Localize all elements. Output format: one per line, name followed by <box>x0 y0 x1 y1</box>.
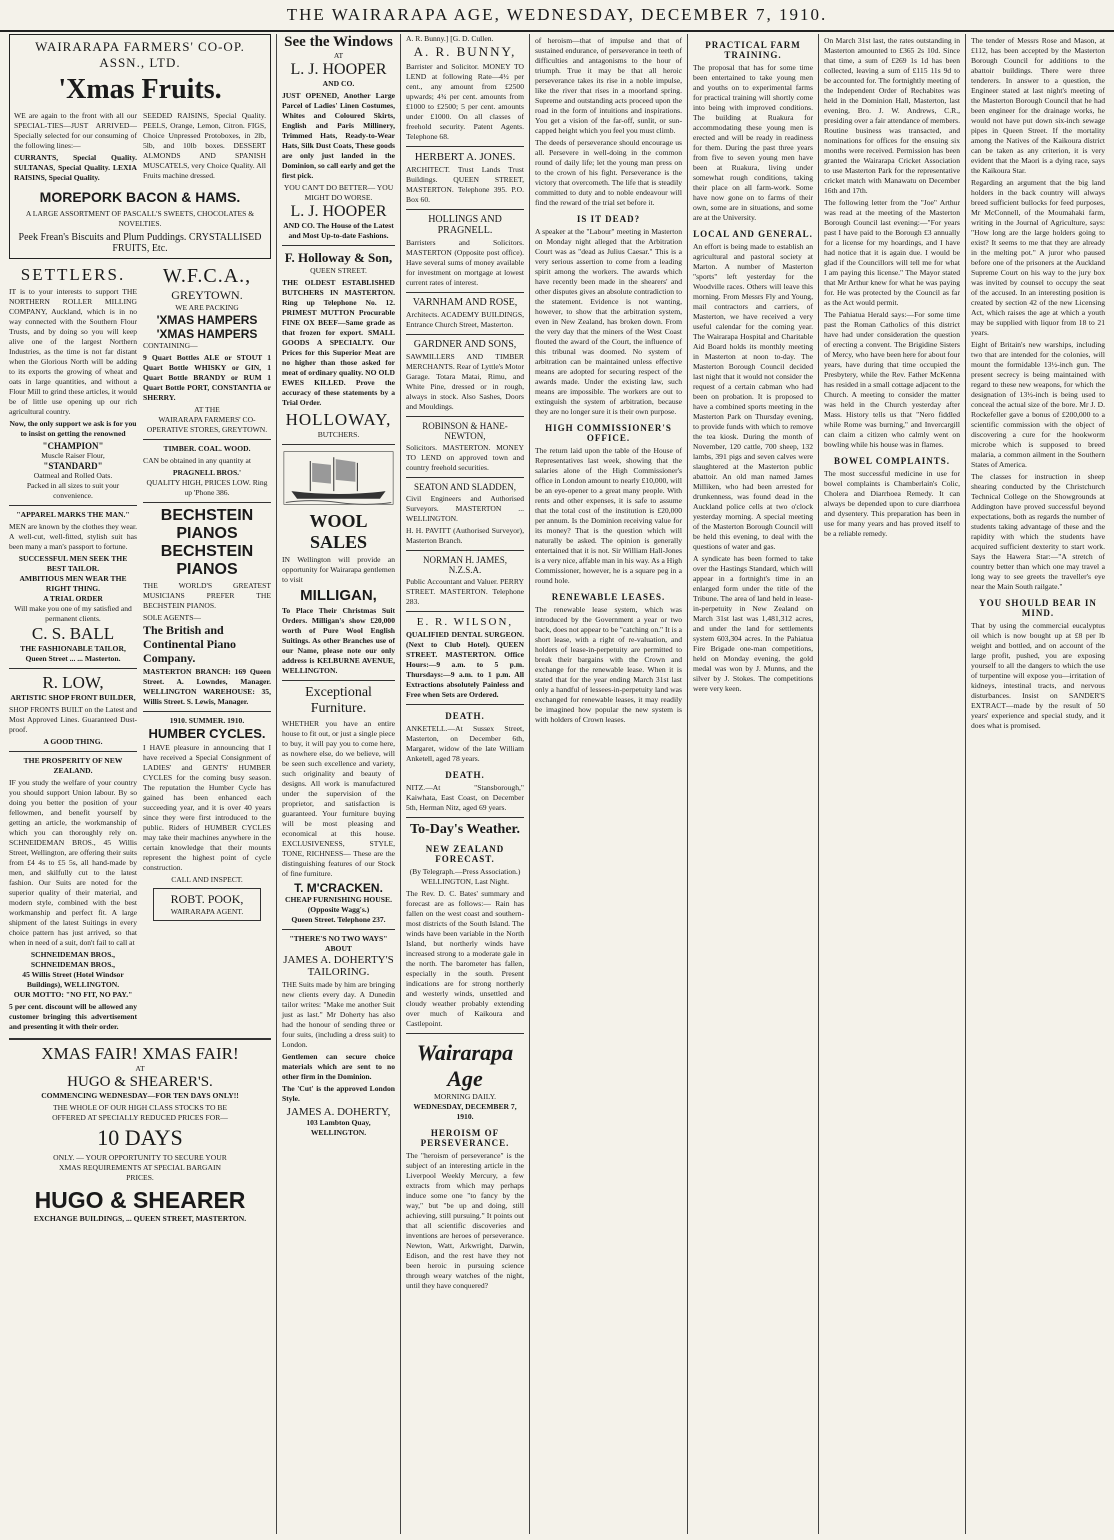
low-role: ARTISTIC SHOP FRONT BUILDER, <box>10 693 136 702</box>
varnham-name: VARNHAM AND ROSE, <box>412 297 518 308</box>
mccracken-address: Queen Street. Telephone 237. <box>291 915 386 924</box>
wilson-name: E. R. WILSON, <box>416 616 514 628</box>
james-name: NORMAN H. JAMES, N.Z.S.A. <box>422 555 507 575</box>
bunny-head: A. R. Bunny.] [G. D. Cullen. <box>406 34 494 43</box>
xmas-fair-big: HUGO & SHEARER <box>34 1187 246 1213</box>
divider <box>406 817 524 818</box>
xmas-fair-at: AT <box>135 1064 145 1073</box>
divider <box>143 502 271 503</box>
news-text-1: On March 31st last, the rates outstanding in Masterton amounted to £365 2s 10d. Since that time, a sum of £269 1s 1d has been collected, leaving a sum of £115 11s 9d to be accounted for. The fortnightly meeting of the Independent Order of Rechabites was held in the Dominion Hall, Masterton, last evening, Bro. J. W. Andrews, C.R., presiding over a fair attendance of members. Routine business was transacted, and nominations for offices for the ensuing six months were received. Permission has been granted the Wairarapa Cricket Association to use Masterton Park for the representative cricket match with Manawatu on December 16th and 17th. <box>824 36 960 195</box>
ad-headline: 'Xmas Fruits. <box>58 74 222 105</box>
eucalypt-heading: YOU SHOULD BEAR IN MIND. <box>979 598 1097 618</box>
divider <box>282 245 395 246</box>
divider <box>406 334 524 335</box>
wfca-hampers-2: 'XMAS HAMPERS <box>156 327 258 341</box>
masthead-sub: MORNING DAILY. <box>434 1092 496 1101</box>
divider <box>282 444 395 445</box>
ship-engraving-icon <box>282 449 395 507</box>
local-text: An effort is being made to establish an agricultural and pastoral society at Marton. A number of Masterton "sports" left yesterday for the Woodville races. Others will leave this morning. From Messrs Fly and Young, mail contractors and carriers, of Masterton, we have received a very useful calendar for the coming year. The Wairarapa Hospital and Charitable Aid Board holds its monthly meeting in Masterton at noon to-day. The Masterton Borough Council decided last night that it would not consider the request of a certain cabman who had been on probation. It is proposed to have a combined sports meeting in the Masterton Park on Thursday evening, to provide funds with which to remove the tea kiosk. During the month of November, 120 cattle, 700 sheep, 132 lambs, 391 pigs and seven calves were slaughtered at the Masterton public abattoir. An old man named James Milliken, who had been arrested for drunkenness, was found dead in the Auckland police cells at two o'clock yesterday morning. A special meeting of the Masterton Borough Council will be held this evening, to deal with the questions of water and gas. <box>693 242 813 551</box>
divider <box>9 668 137 669</box>
bechstein-1: BECHSTEIN <box>160 507 254 524</box>
holloway-name: F. Holloway & Son, <box>284 250 393 265</box>
pragnell-quality: QUALITY HIGH, PRICES LOW. Ring up 'Phone 386. <box>146 478 268 497</box>
heroism-continued: of heroism—that of impulse and that of sustained endurance, of perseverance in teeth of difficulties and antagonisms to the hour of triumph. True it may be that all heroic perseverance takes its rise in a noble impulse, like the river that rises in a moorland spring. Supreme and outstanding acts proceed upon the road in the form of intuitions and inspirations. You get a vision of the far-off, sunlit, or sun-capped height which you feel you must climb. <box>535 36 682 135</box>
col1-right <box>143 265 271 1034</box>
bechstein-agents: SOLE AGENTS— <box>143 613 202 622</box>
ad-intro: WE are again to the front with all our SPECIAL-TIES—JUST ARRIVED—Specially selected for our consuming of the following lines:— <box>14 111 137 150</box>
milligan-text: To Place Their Christmas Suit Orders. Milligan's show £20,000 worth of Pure Wool English Suitings. As other Branches use of our Name, please note our only address is KELBURNE AVENUE, WELLINGTON. <box>282 606 395 675</box>
page-header: THE WAIRARAPA AGE, WEDNESDAY, DECEMBER 7, 1910. <box>0 0 1114 32</box>
wfca-place: GREYTOWN. <box>171 288 243 302</box>
bechstein-4: PIANOS <box>176 561 238 578</box>
masthead-title: Wairarapa Age <box>416 1040 514 1091</box>
dead-heading: IS IT DEAD? <box>576 214 641 224</box>
hooper-see: See the Windows <box>284 34 393 50</box>
doherty-text: THE Suits made by him are bringing new clients every day. A Dunedin tailor writes: "Make me another Suit just as last." Mr Doherty has also had the honour of sending three or four suits, (including a dress suit) to London. <box>282 980 395 1049</box>
dead-text: A speaker at the "Labour" meeting in Masterton on Monday night alleged that the Arbitration Court was as "dead as Julius Caesar." This is a very serious assertion to come from a leading spirit among the workers. The awards which have recently been made in the shearers' and other disputes gives an absolute contradiction to the statement. Evidence is not wanting, however, to show that the arbitration system, even in New Zealand, has broken down. From the very day that the miners of the West Coast flouted the award of the Court, the influence of this tribunal was doomed. No system of arbitration can be maintained unless effective means are adopted for securing respect of the awards made. Under the existing law, such means are impossible. The workers are out to extinguish the system of arbitration, because they are no longer sure it is their own purpose. <box>535 227 682 416</box>
james-text: Public Accountant and Valuer. PERRY STREET. MASTERTON. Telephone 283. <box>406 577 524 606</box>
apparel-trial: A TRIAL ORDER <box>43 594 103 603</box>
varnham-text: Architects. ACADEMY BUILDINGS, Entrance Church Street, Masterton. <box>406 310 524 329</box>
divider <box>406 477 524 478</box>
hooper-cant: YOU CAN'T DO BETTER— YOU MIGHT DO WORSE. <box>283 183 394 202</box>
pook-box <box>153 888 261 921</box>
local-text-2: A syndicate has been formed to take over the Hastings Standard, which will appear in a fortnight's time in an enlarged form under the title of the Tribune. The area of land held in lease-in-perpetuity in New Zealand on March 31st last was 1,481,312 acres, and under the land for settlements system 603,304 acres. In the Pahiatua Fire Brigade one-man competitions, held on Monday evening, the gold medal was won by J. Munns, and the silver by J. Stokes. The competitions were very keen. <box>693 554 813 693</box>
xmas-fair-address: EXCHANGE BUILDINGS, ... QUEEN STREET, MASTERTON. <box>33 1214 247 1223</box>
settlers-champion: "CHAMPION" <box>42 441 104 451</box>
hooper-text: JUST OPENED, Another Large Parcel of Ladies' Linen Costumes, Whites and Coloured Skirts, English and Paris Millinery, Trimmed Hats, Ready-to-Wear Hats, Silk Dust Coats, These goods are only just landed in the Dominion, so call early and get the first pick. <box>282 91 395 180</box>
prosperity-heading: THE PROSPERITY OF NEW ZEALAND. <box>23 756 123 775</box>
ad-peek: Peek Frean's Biscuits and Plum Puddings. CRYSTALLISED FRUITS, Etc. <box>18 232 262 254</box>
apparel-successful: SUCCESSFUL MEN SEEK THE BEST TAILOR. <box>18 554 128 573</box>
ad-assortment: A LARGE ASSORTMENT OF PASCALL'S SWEETS, CHOCOLATES & NOVELTIES. <box>25 209 255 228</box>
news-text-4: The tender of Messrs Rose and Mason, at £112, has been accepted by the Masterton Borough Council for additions to the abattoir buildings. There were three tenderers. In answer to a question, the Engineer stated at last night's meeting of the Masterton Borough Council that he had been engineer for the drainage works, he would not have put down six-inch sewage pipes in Queen Street. If the mortality among the Natives of the Kaikoura district can be taken as any criterion, it is very evident that the Maori is a dying race, says the Kaikoura Star. <box>971 36 1105 175</box>
xmas-fair-title: XMAS FAIR! XMAS FAIR! <box>41 1044 239 1063</box>
news-text-6: Eight of Britain's new warships, including two that are intended for the colonies, will mount the formidable 13½-inch gun. The present secrecy is being maintained with regard to these new weapons, for which the designation of 13½-inch is being used to conceal the actual size of the bore. Mr J. D. Rockefeller gave a bonus of £200,000 to a scientific commission with the object of discovering a cure for the hookworm microbe which is supposed to breed malaria, a common ailment in the Southern States of America. <box>971 340 1105 469</box>
bechstein-2: PIANOS <box>176 525 238 542</box>
doherty-name-2: JAMES A. DOHERTY, <box>286 1106 391 1118</box>
wfca-packing: WE ARE PACKING <box>175 303 239 312</box>
hooper-name-2: L. J. HOOPER <box>290 203 387 220</box>
apparel-trial-text: Will make you one of my satisfied and permanent clients. <box>14 604 132 623</box>
divider <box>9 751 137 752</box>
bechstein-3: BECHSTEIN <box>160 543 254 560</box>
news-text-5: Regarding an argument that the big land holders in the back country will always breed sufficient bullocks for feed purposes, Mr McConnell, of the Moumahaki farm, writing in the Journal of Agriculture, says: "How long are the large holders going to exist? It seems to me that they are already in the melting pot." A juror who paused before one of the prisoners at the Auckland Supreme Court on his way to the jury box was invited by counsel to occupy the seat of the accused. In an interesting position is created by section 42 of the new Licensing Act, which raises the age at which a youth may be supplied with liquor from 18 to 21 years. <box>971 178 1105 337</box>
settlers-packed: Packed in all sizes to suit your convenience. <box>26 481 120 500</box>
prosperity-firm: SCHNEIDEMAN BROS., SCHNEIDEMAN BROS., <box>30 950 116 969</box>
forecast-heading: NEW ZEALAND FORECAST. <box>425 844 505 864</box>
tailor-name: C. S. BALL <box>31 624 115 643</box>
mccracken-sub: CHEAP FURNISHING HOUSE. (Opposite Wagg's.) <box>285 895 392 914</box>
col1-left <box>9 265 137 1034</box>
death-notice-2: NITZ.—At "Stansborough," Kaiwhata, East Coast, on December 5th, Herman Nitz, aged 69 years. <box>406 783 524 812</box>
farmers-coop-ad <box>9 34 271 259</box>
tailor-address: Queen Street ... ... Masterton. <box>25 654 121 663</box>
humber-agent: ROBT. POOK, <box>170 892 244 906</box>
divider <box>282 929 395 930</box>
settlers-text: IT is to your interests to support THE NORTHERN ROLLER MILLING COMPANY, Auckland, which is in no way connected with the Southern Flour Trusts, and by doing so you will keep alive one of the largest Northern Industries, as the time is not far distant when the Glorious North will be adding to its exports the growing of wheat and oats in large quantities, and without a Flour Mill to grind these articles, it would be of little use opening up our rich agricultural country. <box>9 287 137 416</box>
pavitt-text: H. H. PAVITT (Authorised Surveyor), Masterton Branch. <box>406 526 524 545</box>
divider <box>406 146 524 147</box>
apparel-ambitious: AMBITIOUS MEN WEAR THE RIGHT THING. <box>19 574 127 593</box>
apparel-text: MEN are known by the clothes they wear. A well-cut, well-fitted, stylish suit has been many a man's passport to fortune. <box>9 522 137 551</box>
wfca-contents: 9 Quart Bottles ALE or STOUT 1 Quart Bottle WHISKY or GIN, 1 Quart Bottle BRANDY or RUM 1 Quart Bottle PORT, CONSTANTIA or SHERRY. <box>143 353 271 402</box>
heroism-conclusion: The deeds of perseverance should encourage us all. Persevere in well-doing in the common round of daily life; let the young man press on to the crown of his fight. Perseverance is the victory that overcometh. The life that is steadily committed to duty and to noble endeavour will find the reward of the trial set before it. <box>535 138 682 207</box>
doherty-address: 103 Lambton Quay, WELLINGTON. <box>306 1118 371 1137</box>
xmas-fair-ad <box>9 1044 271 1224</box>
wilson-text: QUALIFIED DENTAL SURGEON. (Next to Club Hotel). QUEEN STREET. MASTERTON. Office Hours:—9 a.m. to 5 p.m. Thursdays:—9 a.m. to 1 p.m. All Extractions absolutely Painless and Free when Sets are Ordered. <box>406 630 524 699</box>
leases-text: The renewable lease system, which was introduced by the Government a year or two back, does not appear to be "catching on." It is a short lease, with a right of re-valuation, and holders of lease-in-perpetuity are permitted to break their bargains with the Crown and exchange for the renewable lease. When it is stated that for the year ending March 31st last only a handful of lessees-in-perpetuity land was exchanged for renewable leases, it may readily be imagined how popular the new system is with holders of Crown leases. <box>535 605 682 724</box>
settlers-standard: "STANDARD" <box>43 461 103 471</box>
settlers-heading: SETTLERS. <box>20 265 126 284</box>
wfca-stores: WAIRARAPA FARMERS' CO-OPERATIVE STORES, GREYTOWN. <box>146 415 268 434</box>
ad-right-items: SEEDED RAISINS, Special Quality. PEELS, Orange, Lemon, Citron. FIGS, Choice Unpressed Protoboxes, in 2lb, 5lb, and 10lb boxes. DESSERT ALMONDS AND SPANISH MUSCATELS, very Choice Quality. All Fruits machine dressed. <box>143 111 266 180</box>
gardner-text: SAWMILLERS AND TIMBER MERCHANTS. Rear of Lyttle's Motor Garage. Totara Matai, Rimu, and White Pine, dressed or in rough, always in stock. Also Sashes, Doors and Mouldings. <box>406 352 525 411</box>
pragnell-goods: TIMBER. COAL. WOOD. <box>163 444 251 453</box>
xmas-fair-only: ONLY. — YOUR OPPORTUNITY TO SECURE YOUR XMAS REQUIREMENTS AT SPECIAL BARGAIN PRICES. <box>53 1153 227 1182</box>
furniture-text: WHETHER you have an entire house to fit out, or just a single piece to buy, it will pay you to come here, as nowhere else, do we believe, will be seen such excellence and variety, such originality and beauty of designs. All work is manufactured under the supervision of the proprietor, and satisfaction is guaranteed. Your furniture buying will be most pleasing and economical at this house. EXCLUSIVENESS, STYLE, TONE, RICHNESS— These are the distinguishing features of our Stock of fine furniture. <box>282 719 395 878</box>
furniture-heading: Exceptional Furniture. <box>305 685 372 716</box>
tailor-role: THE FASHIONABLE TAILOR, <box>20 644 126 653</box>
news-text-2: The following letter from the "Joe" Arthur was read at the meeting of the Masterton Borough Council last evening:—"For years past I have paid to the Borough £3 annually for a license for my hoardings, and I have had notice that it is again due. I would be glad if the Councillors will tell me for what I am paying this license." The Mayor stated that Mr Arthur knew for what he was paying for. He was protected by the Council as far as the Act would permit. <box>824 198 960 307</box>
divider <box>282 680 395 681</box>
prosperity-discount: 5 per cent. discount will be allowed any customer bringing this advertisement and presenting it with their order. <box>9 1002 137 1031</box>
column-6 <box>818 34 965 1534</box>
apparel-heading: "APPAREL MARKS THE MAN." <box>16 510 130 519</box>
wfca-hampers-1: 'XMAS HAMPERS <box>156 313 258 327</box>
seaton-text: Civil Engineers and Authorised Surveyors. MASTERTON ... WELLINGTON. <box>406 494 524 523</box>
divider <box>143 711 271 712</box>
death-notice-1: ANKETELL.—At Sussex Street, Masterton, on December 6th, Margaret, widow of the late William Anketell, aged 78 years. <box>406 724 524 763</box>
prosperity-address: 45 Willis Street (Hotel Windsor Buildings), WELLINGTON. <box>22 970 124 989</box>
leases-heading: RENEWABLE LEASES. <box>551 592 666 602</box>
jones-text: ARCHITECT. Trust Lands Trust Buildings. QUEEN STREET, MASTERTON. Telephone 395. P.O. Box 60. <box>406 165 524 204</box>
humber-agent-sub: WAIRARAPA AGENT. <box>170 907 244 916</box>
wool-text: IN Wellington will provide an opportunity for Wairarapa gentlemen to visit <box>282 555 395 584</box>
doherty-gentlemen: Gentlemen can secure choice materials which are sent to no other firm in the Dominion. <box>282 1052 395 1081</box>
gardner-name: GARDNER AND SONS, <box>413 339 517 350</box>
hollings-name: HOLLINGS AND PRAGNELL. <box>428 214 502 236</box>
divider <box>9 1038 271 1040</box>
hooper-co: AND CO. <box>322 79 355 88</box>
farm-text: The proposal that has for some time been entertained to take young men and youths on to experimental farms for practical training will shortly come into being with improved conditions. The building at Ruakura for accommodating these young men is erected and will be ready in readiness for them. During the past three years from five to seven young men have been at Ruakura, living under somewhat rough conditions, taking their place on all farm-work. Some have now gone on to farms of their own, some are in situations, and some are at the University. <box>693 63 813 222</box>
high-commissioner-text: The return laid upon the table of the House of Representatives last week, showing that the salaries alone of the High Commissioner's office in London amount to nearly £10,000, will be an eye-opener to a great many people. With rents and other expenses, it is safe to assume that the total cost of the institution is £20,000 per annum. Is the Dominion receiving value for its money? That is the question which will naturally be asked. The opinion is generally entertained that it is not. Sir William Hall-Jones is a very nice, affable man in his way. As a High Commissioner, however, he is a square peg in a round hole. <box>535 446 682 585</box>
hooper-sub-2: AND CO. The House of the Latest and Most Up-to-date Fashions. <box>283 221 394 240</box>
two-ways: "THERE'S NO TWO WAYS" ABOUT <box>289 934 388 953</box>
divider <box>143 439 271 440</box>
high-commissioner-heading: HIGH COMMISSIONER'S OFFICE. <box>545 423 672 443</box>
xmas-fair-commencing: COMMENCING WEDNESDAY—FOR TEN DAYS ONLY!! <box>41 1091 239 1100</box>
death-heading-1: DEATH. <box>445 711 485 721</box>
forecast-by: (By Telegraph.—Press Association.) <box>409 867 521 876</box>
hollings-text: Barristers and Solicitors. MASTERTON (Opposite post office). Have several sums of money available for investment on mortgage at lowest current rates of interest. <box>406 238 524 287</box>
pragnell-name: PRAGNELL BROS.' <box>172 468 242 477</box>
doherty-name: JAMES A. DOHERTY'S TAILORING. <box>283 954 394 978</box>
bowel-heading: BOWEL COMPLAINTS. <box>833 456 951 466</box>
local-heading: LOCAL AND GENERAL. <box>693 229 813 239</box>
column-1 <box>4 34 276 1534</box>
divider <box>406 611 524 612</box>
weather-heading: To-Day's Weather. <box>410 822 520 837</box>
jones-name: HERBERT A. JONES. <box>414 151 516 163</box>
xmas-fair-text: THE WHOLE OF OUR HIGH CLASS STOCKS TO BE OFFERED AT SPECIALLY REDUCED PRICES FOR— <box>52 1103 228 1122</box>
divider <box>406 1033 524 1034</box>
column-4 <box>529 34 687 1534</box>
robinson-name: ROBINSON & HANE-NEWTON, <box>422 421 508 441</box>
hooper-at: AT <box>333 51 344 60</box>
robinson-text: Solicitors. MASTERTON. MONEY TO LEND on approved town and country freehold securities. <box>406 443 524 472</box>
low-name: R. LOW, <box>42 673 104 692</box>
low-tag: A GOOD THING. <box>43 737 103 746</box>
milligan-name: MILLIGAN, <box>300 587 377 604</box>
bechstein-company: The British and Continental Piano Company. <box>143 623 237 665</box>
divider <box>406 209 524 210</box>
wfca-title: W.F.C.A., <box>162 265 252 287</box>
bowel-text: The most successful medicine in use for bowel complaints is Chamberlain's Colic, Cholera and Diarrhoea Remedy. It can always be depended upon to cure diarrhoea and dysentery. This preparation has been in use for many years and has proved itself to be a reliable remedy. <box>824 469 960 538</box>
pragnell-text: CAN be obtained in any quantity at <box>143 456 251 465</box>
heroism-text: The "heroism of perseverance" is the subject of an interesting article in the Liverpool Weekly Mercury, a few extracts from which may perhaps induce some one "to fancy by the way," but "be up and doing, still achieving, still pursuing." It points out that all scientific discoveries and inventions are heroes of perseverance. Newton, Watt, Arkwright, Darwin, Edison, and the rest have they not been heroic in pursuing science through weary watches of the night, until they have conquered? <box>406 1151 524 1290</box>
bechstein-branch: MASTERTON BRANCH: 169 Queen Street. A. Lowndes, Manager. WELLINGTON WAREHOUSE: 35, Willis Street. S. Lewis, Manager. <box>143 667 271 706</box>
masthead-date: WEDNESDAY, DECEMBER 7, 1910. <box>413 1102 517 1121</box>
wool-sales: WOOL SALES <box>309 511 368 552</box>
divider <box>406 292 524 293</box>
eucalypt-text: That by using the commercial eucalyptus oil which is now bought up at £8 per lb weight and bottled, and on account of the large profit, pushed, you are exposing yourself to all the dangers to which the use of turpentine will expose you—irritation of kidneys, intestinal tracts, and nervous disturbances. Insist on SANDER'S EXTRACT—made by the result of 50 years' experience and special study, and it does what is promised. <box>971 621 1105 730</box>
death-heading-2: DEATH. <box>445 770 485 780</box>
xmas-fair-days: 10 DAYS <box>97 1125 183 1150</box>
heroism-heading: HEROISM OF PERSEVERANCE. <box>420 1128 510 1148</box>
mccracken-name: T. M'CRACKEN. <box>294 881 383 895</box>
prosperity-text: IF you study the welfare of your country you should support Union labour. By so doing you better the position of your fellowmen, and benefit yourself by getting an article, the workmanship of which you can thoroughly rely on. SCHNEIDEMAN BROS., 45 Willis Street, Wellington, are offering their suits from £4 4s to £5 5s, all hand-made by men, and skilfully cut to the latest fashion. Our Suits are noted for the superior quality of their material, and modern style, combined with the best workmanship and perfect fit. A large shipment of the latest Suitings in every choice pattern has just arrived, so that when in need of a suit, don't fail to call at <box>9 778 137 947</box>
ad-morepork: MOREPORK BACON & HAMS. <box>39 189 241 205</box>
seaton-name: SEATON AND SLADDEN, <box>413 482 517 492</box>
prosperity-motto: OUR MOTTO: "NO FIT, NO PAY." <box>13 990 133 999</box>
forecast-location: WELLINGTON, Last Night. <box>420 877 509 886</box>
humber-year: 1910. SUMMER. 1910. <box>169 716 245 725</box>
xmas-fair-firm: HUGO & SHEARER'S. <box>67 1074 213 1090</box>
column-7 <box>965 34 1110 1534</box>
holloway-big: HOLLOWAY, <box>285 410 392 429</box>
low-text: SHOP FRONTS BUILT on the Latest and Most Approved Lines. Guaranteed Dust-proof. <box>9 705 137 734</box>
forecast-text: The Rev. D. C. Bates' summary and forecast are as follows:— Rain has fallen on the west coast and southern-most districts of the South Island. The winds have been variable in the North Island, but northerly winds have increased strong to a moderate gale in the north. The barometer has fallen, especially in the south. Present indications are for strong northerly and westerly winds, unsettled and cloudy weather probably extending over much of Kaikoura and Castlepoint. <box>406 889 524 1028</box>
news-text-3: The Pahiatua Herald says:—For some time past the Roman Catholics of this district have had under consideration the question of erecting a convent. The Brigidine Sisters of Mercy, who have been here for about four years, have during that time occupied the Presbytery, while the Rev. Father McKenna has resided in a small cottage adjacent to the Church. A meeting to consider the matter was held in the Church yesterday after Mass. History tells us that "Nero fiddled while Rome was burning," and Invercargill can claim a citizen who calmly went on bowling while his house was in flames. <box>824 310 960 449</box>
farm-heading: PRACTICAL FARM TRAINING. <box>705 40 801 60</box>
divider <box>406 416 524 417</box>
divider <box>406 704 524 705</box>
doherty-cut: The 'Cut' is the approved London Style. <box>282 1084 395 1103</box>
settlers-standard-sub: Oatmeal and Rolled Oats. <box>33 471 113 480</box>
column-3 <box>400 34 529 1534</box>
ad-org: WAIRARAPA FARMERS' CO-OP. ASSN., LTD. <box>35 39 245 70</box>
bunny-name: A. R. BUNNY, <box>413 44 517 59</box>
divider <box>9 505 137 506</box>
humber-text: I HAVE pleasure in announcing that I have received a Special Consignment of LADIES' and GENTS' HUMBER CYCLES for the coming busy season. The reputation the Humber Cycle has gained has been enhanced each succeeding year, and it is over 40 years since they were first introduced to the public. Riders of HUMBER CYCLES may take their machines anywhere in the certain knowledge that their mounts represent the highest point of cycle construction. <box>143 743 271 872</box>
wfca-containing: CONTAINING— <box>143 341 198 350</box>
bechstein-text: THE WORLD'S GREATEST MUSICIANS PREFER THE BECHSTEIN PIANOS. <box>143 581 271 610</box>
column-2 <box>276 34 400 1534</box>
ad-lists <box>14 109 266 185</box>
hooper-name: L. J. HOOPER <box>290 61 387 78</box>
ad-left-items: CURRANTS, Special Quality. SULTANAS, Special Quality. LEXIA RAISINS, Special Quality. <box>14 153 137 182</box>
humber-call: CALL AND INSPECT. <box>171 875 243 884</box>
wfca-at: AT THE <box>194 405 220 414</box>
col1-split <box>9 265 271 1034</box>
news-text-7: The classes for instruction in sheep shearing conducted by the Christchurch Technical College on the Showgrounds at Addington have proved successful beyond expectations, both as regards the number of students taking advantage of these and the rapidity with which the students have acquired sufficient dexterity to start work. Says the Hawera Star:—"A stretch of country better than which one may travel a long way to see greets the traveller's eye near the Main South railgate." <box>971 472 1105 591</box>
column-5 <box>687 34 818 1534</box>
holloway-street: QUEEN STREET. <box>310 266 367 275</box>
settlers-champion-sub: Muscle Raiser Flour, <box>41 451 105 460</box>
humber-title: HUMBER CYCLES. <box>148 726 266 741</box>
settlers-support: Now, the only support we ask is for you to insist on getting the renowned <box>9 419 137 438</box>
bunny-text: Barrister and Solicitor. MONEY TO LEND at following Rate—4½ per cent., any amount from £2500 upwards; 4¾ per cent. amounts from £1000 to £2500; 5 per cent. amounts under £1000. On all classes of freehold security. Patent Agents. Telephone 68. <box>406 62 524 141</box>
divider <box>406 550 524 551</box>
holloway-sub: BUTCHERS. <box>317 430 360 439</box>
holloway-text: THE OLDEST ESTABLISHED BUTCHERS IN MASTERTON. Ring up Telephone No. 12. PRIMEST MUTTON Procurable FINE OX BEEF—Same grade as that frozen for export. SMALL GOODS A SPECIALTY. Our Prices for this Superior Meat are no higher than those asked for meat of ordinary quality. NO OLD EWES KILLED. Prove the accuracy of these statements by a Trial Order. <box>282 278 395 407</box>
